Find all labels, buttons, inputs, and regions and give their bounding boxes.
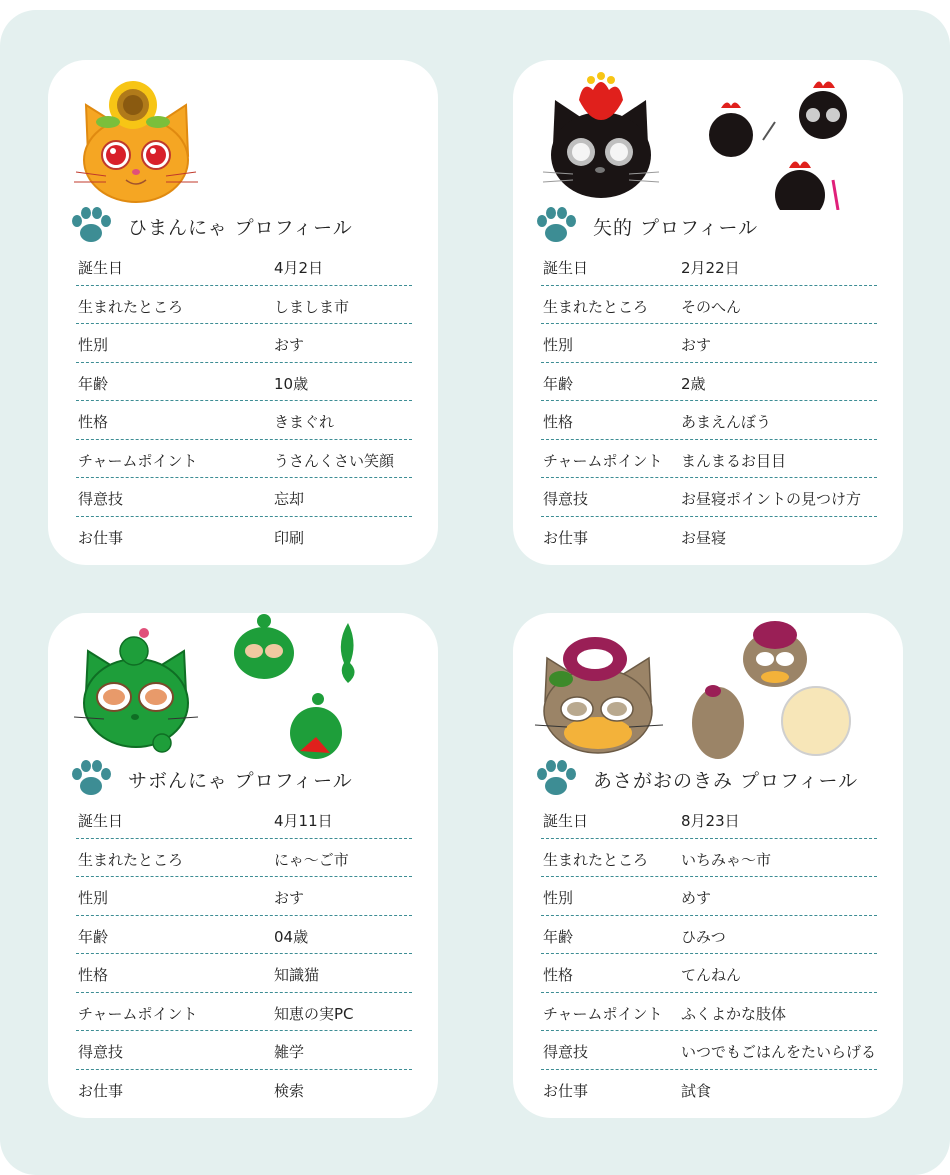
row-label: チャームポイント	[543, 451, 663, 470]
row-label: 年齢	[543, 927, 574, 946]
profile-row	[541, 839, 877, 878]
row-label: 得意技	[78, 490, 124, 508]
morning-glory-cat-icon	[513, 613, 903, 763]
row-value: めす	[681, 889, 712, 907]
profile-row	[76, 401, 412, 440]
sunflower-cat-icon	[48, 60, 438, 210]
profile-row	[541, 954, 877, 993]
row-value: 試食	[681, 1081, 712, 1100]
profile-row	[76, 877, 412, 916]
row-value: 忘却	[274, 490, 305, 508]
profile-title-text: ひまんにゃ プロフィール	[128, 216, 353, 239]
row-value: 10歳	[274, 374, 309, 393]
profile-row	[541, 363, 877, 402]
row-label: チャームポイント	[78, 1004, 198, 1023]
row-label: 性格	[78, 966, 109, 984]
paw-icon	[535, 206, 577, 246]
row-label: 年齢	[543, 374, 574, 393]
row-label: 生まれたところ	[78, 297, 184, 316]
profile-card-asagaonokimi	[513, 613, 903, 1118]
row-value: 印刷	[274, 528, 305, 547]
profile-table	[541, 247, 877, 555]
row-value: 知識猫	[274, 966, 320, 984]
row-value: ふくよかな肢体	[681, 1004, 787, 1023]
profile-row	[76, 517, 412, 556]
profile-row	[541, 247, 877, 286]
row-value: てんねん	[681, 966, 742, 984]
profile-row	[76, 324, 412, 363]
row-label: 性格	[543, 966, 574, 984]
row-value: おす	[274, 336, 305, 354]
row-value: しましま市	[274, 297, 350, 316]
row-value: 8月23日	[681, 812, 740, 830]
profile-row	[76, 1070, 412, 1109]
profile-title	[535, 759, 858, 799]
profile-row	[541, 1031, 877, 1070]
tulip-black-cat-icon	[513, 60, 903, 210]
row-label: 性別	[543, 336, 574, 354]
row-value: お昼寝ポイントの見つけ方	[681, 490, 862, 508]
profile-row	[541, 1070, 877, 1109]
profile-row	[76, 839, 412, 878]
paw-icon	[535, 759, 577, 799]
profile-card-himannya	[48, 60, 438, 565]
row-label: 誕生日	[543, 812, 589, 830]
row-label: お仕事	[543, 528, 589, 547]
row-label: 年齢	[78, 374, 109, 393]
row-value: にゃ〜ご市	[274, 850, 349, 869]
row-value: 知恵の実PC	[274, 1004, 354, 1023]
profile-table	[541, 800, 877, 1108]
profile-row	[541, 877, 877, 916]
row-value: 4月11日	[274, 812, 333, 830]
profile-title-text: サボんにゃ プロフィール	[128, 769, 353, 792]
row-label: 誕生日	[78, 259, 124, 277]
profile-row	[541, 401, 877, 440]
profile-table	[76, 800, 412, 1108]
row-label: お仕事	[543, 1081, 589, 1100]
row-value: 検索	[274, 1081, 305, 1100]
profile-title-text: あさがおのきみ プロフィール	[593, 769, 859, 792]
paw-icon	[70, 759, 112, 799]
row-value: あまえんぼう	[681, 413, 772, 431]
row-label: 誕生日	[78, 812, 124, 830]
profile-title	[70, 206, 353, 246]
row-value: きまぐれ	[274, 413, 335, 431]
row-value: まんまるお目目	[681, 451, 787, 470]
profile-row	[541, 324, 877, 363]
row-label: 性別	[78, 336, 109, 354]
row-label: 性別	[78, 889, 109, 907]
row-value: 雑学	[274, 1043, 305, 1061]
row-value: うさんくさい笑顔	[274, 451, 395, 470]
profile-row	[76, 247, 412, 286]
profile-card-sabonnya	[48, 613, 438, 1118]
row-label: 性格	[78, 413, 109, 431]
profile-row	[76, 363, 412, 402]
cactus-cat-icon	[48, 613, 438, 763]
row-value: 04歳	[274, 927, 309, 946]
paw-icon	[70, 206, 112, 246]
profile-row	[76, 800, 412, 839]
profile-row	[76, 1031, 412, 1070]
profile-row	[76, 916, 412, 955]
row-value: そのへん	[681, 297, 742, 316]
row-label: チャームポイント	[78, 451, 198, 470]
row-label: チャームポイント	[543, 1004, 663, 1023]
row-value: おす	[274, 889, 305, 907]
row-label: お仕事	[78, 528, 124, 547]
profile-title	[535, 206, 758, 246]
row-value: いちみゃ〜市	[681, 850, 772, 869]
row-label: 得意技	[78, 1043, 124, 1061]
row-label: 生まれたところ	[78, 850, 184, 869]
profile-row	[541, 286, 877, 325]
profile-card-yamato	[513, 60, 903, 565]
row-value: ひみつ	[681, 927, 726, 946]
row-value: お昼寝	[681, 528, 727, 547]
profile-row	[76, 954, 412, 993]
profile-row	[76, 286, 412, 325]
row-value: 2月22日	[681, 259, 740, 277]
row-label: 誕生日	[543, 259, 589, 277]
row-value: 4月2日	[274, 259, 324, 277]
row-label: 性格	[543, 413, 574, 431]
profile-row	[76, 993, 412, 1032]
profile-row	[541, 916, 877, 955]
profile-title	[70, 759, 353, 799]
profile-row	[541, 993, 877, 1032]
row-label: お仕事	[78, 1081, 124, 1100]
row-label: 生まれたところ	[543, 297, 649, 316]
profile-title-text: 矢的 プロフィール	[593, 216, 759, 239]
row-value: 2歳	[681, 374, 706, 393]
profile-row	[76, 478, 412, 517]
profile-row	[541, 440, 877, 479]
row-label: 得意技	[543, 490, 589, 508]
row-label: 得意技	[543, 1043, 589, 1061]
profile-table	[76, 247, 412, 555]
row-label: 生まれたところ	[543, 850, 649, 869]
row-label: 年齢	[78, 927, 109, 946]
row-value: いつでもごはんをたいらげる	[681, 1043, 877, 1061]
profile-row	[541, 517, 877, 556]
row-value: おす	[681, 336, 712, 354]
profile-row	[541, 478, 877, 517]
row-label: 性別	[543, 889, 574, 907]
profile-row	[76, 440, 412, 479]
profile-row	[541, 800, 877, 839]
